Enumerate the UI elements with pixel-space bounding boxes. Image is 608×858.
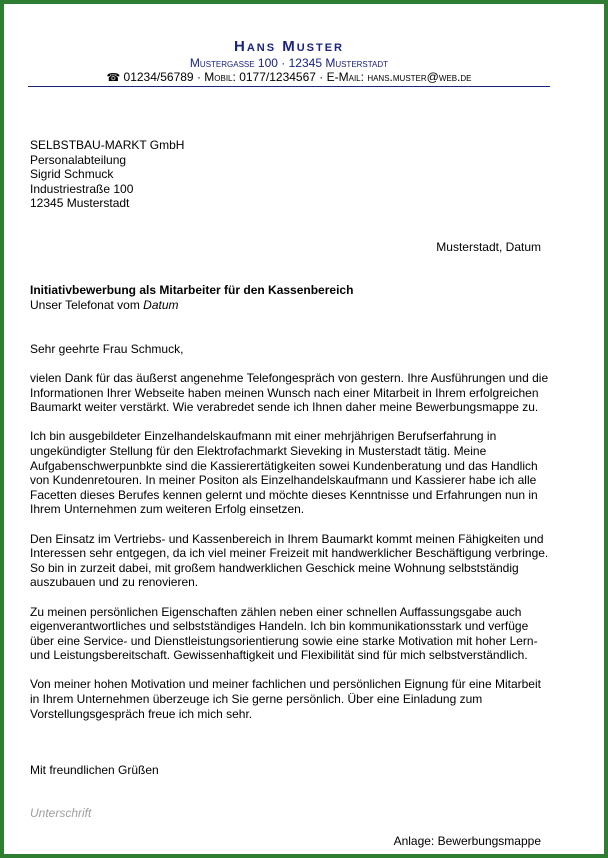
separator-dot: · — [319, 70, 324, 84]
paragraph: Von meiner hohen Motivation und meiner fachlichen und persönlichen Eignung für eine Mitarbeit in Ihrem Unternehmen überzeuge ich Sie gerne persönlich. Über eine Einladung zum Vorstellungsgespräch freue ich mich sehr. — [30, 677, 541, 721]
closing: Mit freundlichen Grüßen — [30, 763, 159, 777]
letterhead-rule — [28, 86, 550, 87]
salutation: Sehr geehrte Frau Schmuck, — [30, 342, 184, 356]
recipient-department: Personalabteilung — [30, 152, 127, 167]
sender-mobile: 0177/1234567 — [239, 70, 316, 84]
subject-ref-prefix: Unser Telefonat vom — [30, 297, 144, 312]
letterhead — [28, 38, 550, 86]
paragraph: Den Einsatz im Vertriebs- und Kassenbereich in Ihrem Baumarkt kommt meinen Fähigkeiten und Interessen sehr entgegen, da ich viel meiner Freizeit mit handwerklicher Beschäftigung verbringe. So bin in zurzeit dabei, mit großem handwerklichen Geschick meine Wohnung selbstständig auszubauen und zu renovieren. — [30, 531, 549, 590]
sender-email: hans.muster@web.de — [367, 70, 472, 84]
recipient-city: 12345 Musterstadt — [30, 196, 130, 211]
letter-body — [30, 371, 552, 736]
separator-dot: · — [196, 70, 201, 84]
subject-ref-date: Datum — [143, 297, 179, 312]
telephone-icon: ☎ — [106, 72, 121, 84]
signature: Unterschrift — [30, 806, 92, 820]
sender-address: Mustergasse 100 · 12345 Musterstadt — [189, 56, 389, 70]
sender-name: Hans Muster — [233, 38, 344, 55]
sender-mobile-label: Mobil: — [204, 70, 236, 84]
paragraph: vielen Dank für das äußerst angenehme Telefongespräch von gestern. Ihre Ausführungen und die Informationen Ihrer Webseite haben meinen Wunsch nach einer Mitarbeit in Ihrem erfolgreichen Baumarkt weiter verstärkt. Wie verabredet sende ich Ihnen daher meine Bewerbungsmappe zu. — [30, 371, 549, 415]
enclosure: Anlage: Bewerbungsmappe — [393, 834, 541, 848]
recipient-company: SELBSTBAU-MARKT GmbH — [30, 138, 185, 152]
sender-phone: 01234/56789 — [123, 70, 194, 84]
subject-reference — [30, 298, 550, 313]
paragraph: Zu meinen persönlichen Eigenschaften zählen neben einer schnellen Auffassungsgabe auch eigenverantwortliches und selbstständiges Handeln. Ich bin kommunikationsstark und verfüge über eine Service- und Dienstleistungsorientierung sowie eine starke Motivation mit hoher Lern- und Leistungsbereitschaft. Gewissenhaftigkeit und Flexibilität sind für mich selbstverständlich. — [30, 604, 538, 663]
subject-title: Initiativbewerbung als Mitarbeiter für den Kassenbereich — [30, 283, 354, 297]
date-line: Musterstadt, Datum — [436, 240, 541, 254]
recipient-street: Industriestraße 100 — [30, 181, 134, 196]
recipient-person: Sigrid Schmuck — [30, 167, 114, 182]
paragraph: Ich bin ausgebildeter Einzelhandelskaufmann mit einer mehrjährigen Berufserfahrung in ungekündigter Stellung für den Elektrofachmarkt Sieveking in Musterstadt tätig. Meine Aufgabenschwerpunbkte sind die Kassierertätigkeiten sowei Kundenberatung und das Handlich von Kundenretouren. In meiner Positon als Einzelhandelskaufmann und Kassierer habe ich alle Facetten dieses Berufes kennen gelernt und möchte dieses Kenntnisse und Erfahrungen nun in Ihrem Unternehmen zum weiteren Erfolg einsetzen. — [30, 429, 538, 517]
recipient-address — [30, 138, 430, 211]
subject — [30, 283, 550, 312]
sender-contact — [28, 70, 550, 86]
sender-email-label: E-Mail: — [326, 70, 364, 84]
